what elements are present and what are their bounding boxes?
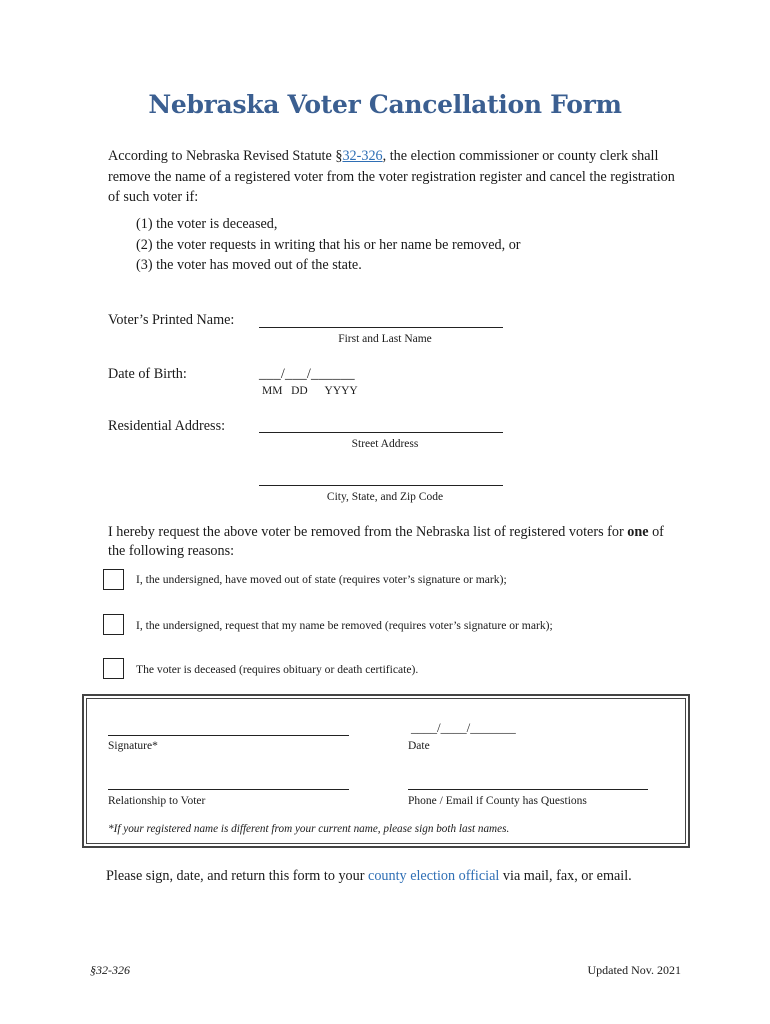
signature-label: Signature* bbox=[108, 740, 158, 752]
intro-paragraph bbox=[108, 146, 688, 208]
reason-deceased-checkbox[interactable] bbox=[103, 658, 124, 679]
signature-field[interactable] bbox=[108, 735, 349, 736]
request-paragraph bbox=[108, 523, 668, 561]
footer-statute: §32-326 bbox=[90, 963, 130, 977]
condition-item: (2) the voter requests in writing that his or her name be removed, or bbox=[136, 236, 521, 253]
reason-remove-checkbox[interactable] bbox=[103, 614, 124, 635]
relationship-field[interactable] bbox=[108, 789, 349, 790]
reason-deceased-label: The voter is deceased (requires obituary or death certificate). bbox=[136, 663, 419, 676]
reason-remove-label: I, the undersigned, request that my name be removed (requires voter’s signature or mark); bbox=[136, 619, 553, 632]
county-official-link[interactable]: county election official bbox=[368, 868, 500, 884]
conditions-list bbox=[136, 214, 521, 276]
printed-name-label: Voter’s Printed Name: bbox=[108, 312, 235, 328]
intro-text-end: , the election commissioner or county clerk shall remove the name of a registered voter from the voter registration register and cancel the registration of such voter if: bbox=[108, 148, 675, 205]
signature-date-field[interactable]: ____/____/_______ bbox=[411, 720, 516, 735]
statute-link[interactable]: 32-326 bbox=[342, 148, 383, 164]
request-emphasis: one bbox=[627, 524, 649, 540]
reason-moved-checkbox[interactable] bbox=[103, 569, 124, 590]
contact-field[interactable] bbox=[408, 789, 648, 790]
signature-date-label: Date bbox=[408, 740, 430, 752]
printed-name-hint: First and Last Name bbox=[338, 333, 432, 345]
footer-updated: Updated Nov. 2021 bbox=[587, 963, 681, 977]
city-state-zip-hint: City, State, and Zip Code bbox=[326, 491, 444, 503]
address-label: Residential Address: bbox=[108, 418, 226, 434]
return-text-end: via mail, fax, or email. bbox=[499, 868, 632, 884]
street-address-field[interactable] bbox=[259, 432, 503, 433]
dob-hint: MM DD YYYY bbox=[262, 385, 358, 397]
request-text-end: of the following reasons: bbox=[108, 524, 664, 559]
request-text-start: I hereby request the above voter be removed from the Nebraska list of registered voters for bbox=[108, 524, 628, 540]
dob-field[interactable]: ___/___/______ bbox=[259, 366, 355, 382]
relationship-label: Relationship to Voter bbox=[108, 795, 206, 807]
signature-note: *If your registered name is different from your current name, please sign both last names. bbox=[108, 823, 510, 835]
return-text-start: Please sign, date, and return this form to your bbox=[106, 868, 369, 884]
street-address-hint: Street Address bbox=[351, 438, 419, 450]
city-state-zip-field[interactable] bbox=[259, 485, 503, 486]
reason-moved-label: I, the undersigned, have moved out of state (requires voter’s signature or mark); bbox=[136, 573, 507, 586]
contact-label: Phone / Email if County has Questions bbox=[408, 795, 587, 807]
dob-label: Date of Birth: bbox=[108, 366, 187, 382]
printed-name-field[interactable] bbox=[259, 327, 503, 328]
form-title: Nebraska Voter Cancellation Form bbox=[148, 90, 622, 119]
condition-item: (3) the voter has moved out of the state. bbox=[136, 257, 362, 273]
return-instructions bbox=[106, 868, 632, 885]
condition-item: (1) the voter is deceased, bbox=[136, 216, 278, 232]
intro-text-start: According to Nebraska Revised Statute § bbox=[108, 148, 343, 164]
